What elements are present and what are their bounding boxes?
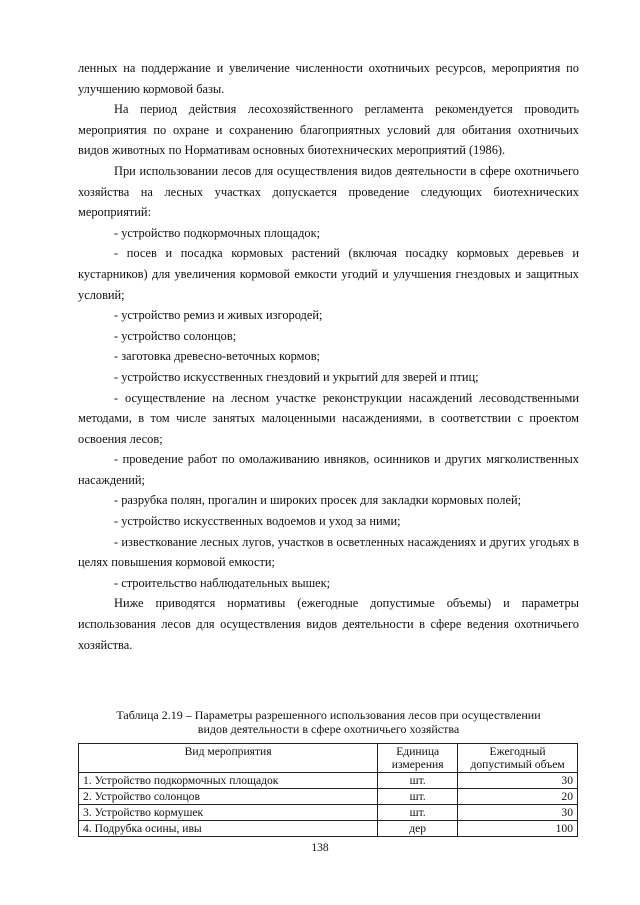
header-volume	[458, 744, 578, 773]
cell-activity: 3. Устройство кормушек	[79, 805, 378, 821]
paragraph: ленных на поддержание и увеличение численности охотничьих ресурсов, мероприятия по улучшению кормовой базы.	[78, 61, 579, 96]
cell-unit: шт.	[378, 805, 458, 821]
cell-unit: шт.	[378, 789, 458, 805]
list-item: - устройство солонцов;	[114, 328, 237, 343]
table-row	[79, 821, 578, 837]
cell-activity: 1. Устройство подкормочных площадок	[79, 773, 378, 789]
list-item: - осуществление на лесном участке реконструкции насаждений лесоводственными методами, в том числе занятых малоценными насаждениями, в соответствии с проектом освоения лесов;	[78, 390, 579, 446]
list-item: - проведение работ по омолаживанию ивняков, осинников и других мягколиственных насаждений;	[78, 452, 579, 487]
table-caption-line: видов деятельности в сфере охотничьего хозяйства	[197, 722, 460, 736]
list-item: - известкование лесных лугов, участков в осветленных насаждениях и других угодьях в целях повышения кормовой емкости;	[78, 534, 579, 570]
table-row	[79, 773, 578, 789]
paragraph: На период действия лесохозяйственного регламента рекомендуется проводить мероприятия по охране и сохранению благоприятных условий для обитания охотничьих видов животных по Нормативам основных биотехнических мероприятий (1986).	[78, 102, 579, 158]
page-number: 138	[311, 842, 329, 854]
list-item: - разрубка полян, прогалин и широких просек для закладки кормовых полей;	[114, 493, 522, 508]
list-item: - устройство ремиз и живых изгородей;	[114, 308, 323, 323]
cell-volume: 20	[458, 789, 578, 805]
paragraph: Ниже приводятся нормативы (ежегодные допустимые объемы) и параметры использования лесов для осуществления видов деятельности в сфере ведения охотничьего хозяйства.	[78, 596, 579, 652]
parameters-table	[78, 743, 578, 837]
table-caption	[78, 708, 579, 736]
table-caption-line: Таблица 2.19 – Параметры разрешенного использования лесов при осуществлении	[116, 708, 541, 722]
list-item: - заготовка древесно-веточных кормов;	[114, 349, 320, 364]
header-volume-line: Ежегодный	[489, 745, 546, 758]
cell-activity: 4. Подрубка осины, ивы	[79, 821, 378, 837]
paragraph: При использовании лесов для осуществления видов деятельности в сфере охотничьего хозяйства на лесных участках допускается проведение следующих биотехнических мероприятий:	[78, 163, 579, 220]
list-item: - строительство наблюдательных вышек;	[114, 575, 331, 590]
cell-volume: 30	[458, 805, 578, 821]
header-volume-line: допустимый объем	[470, 758, 565, 771]
cell-activity: 2. Устройство солонцов	[79, 789, 378, 805]
list-item: - устройство искусственных гнездовий и укрытий для зверей и птиц;	[114, 369, 479, 384]
header-unit	[378, 744, 458, 773]
cell-unit: дер	[378, 821, 458, 837]
list-item: - устройство подкормочных площадок;	[114, 225, 321, 240]
table-row	[79, 805, 578, 821]
header-unit-line: измерения	[391, 758, 444, 771]
header-activity: Вид мероприятия	[79, 744, 378, 773]
cell-volume: 100	[458, 821, 578, 837]
body-text	[78, 58, 579, 655]
list-item: - посев и посадка кормовых растений (включая посадку кормовых деревьев и кустарников) для увеличения кормовой емкости угодий и улучшения гнездовых и защитных условий;	[78, 246, 579, 302]
list-item: - устройство искусственных водоемов и уход за ними;	[114, 514, 401, 529]
cell-unit: шт.	[378, 773, 458, 789]
table-row	[79, 789, 578, 805]
cell-volume: 30	[458, 773, 578, 789]
table-header-row	[79, 744, 578, 773]
header-unit-line: Единица	[396, 745, 440, 758]
